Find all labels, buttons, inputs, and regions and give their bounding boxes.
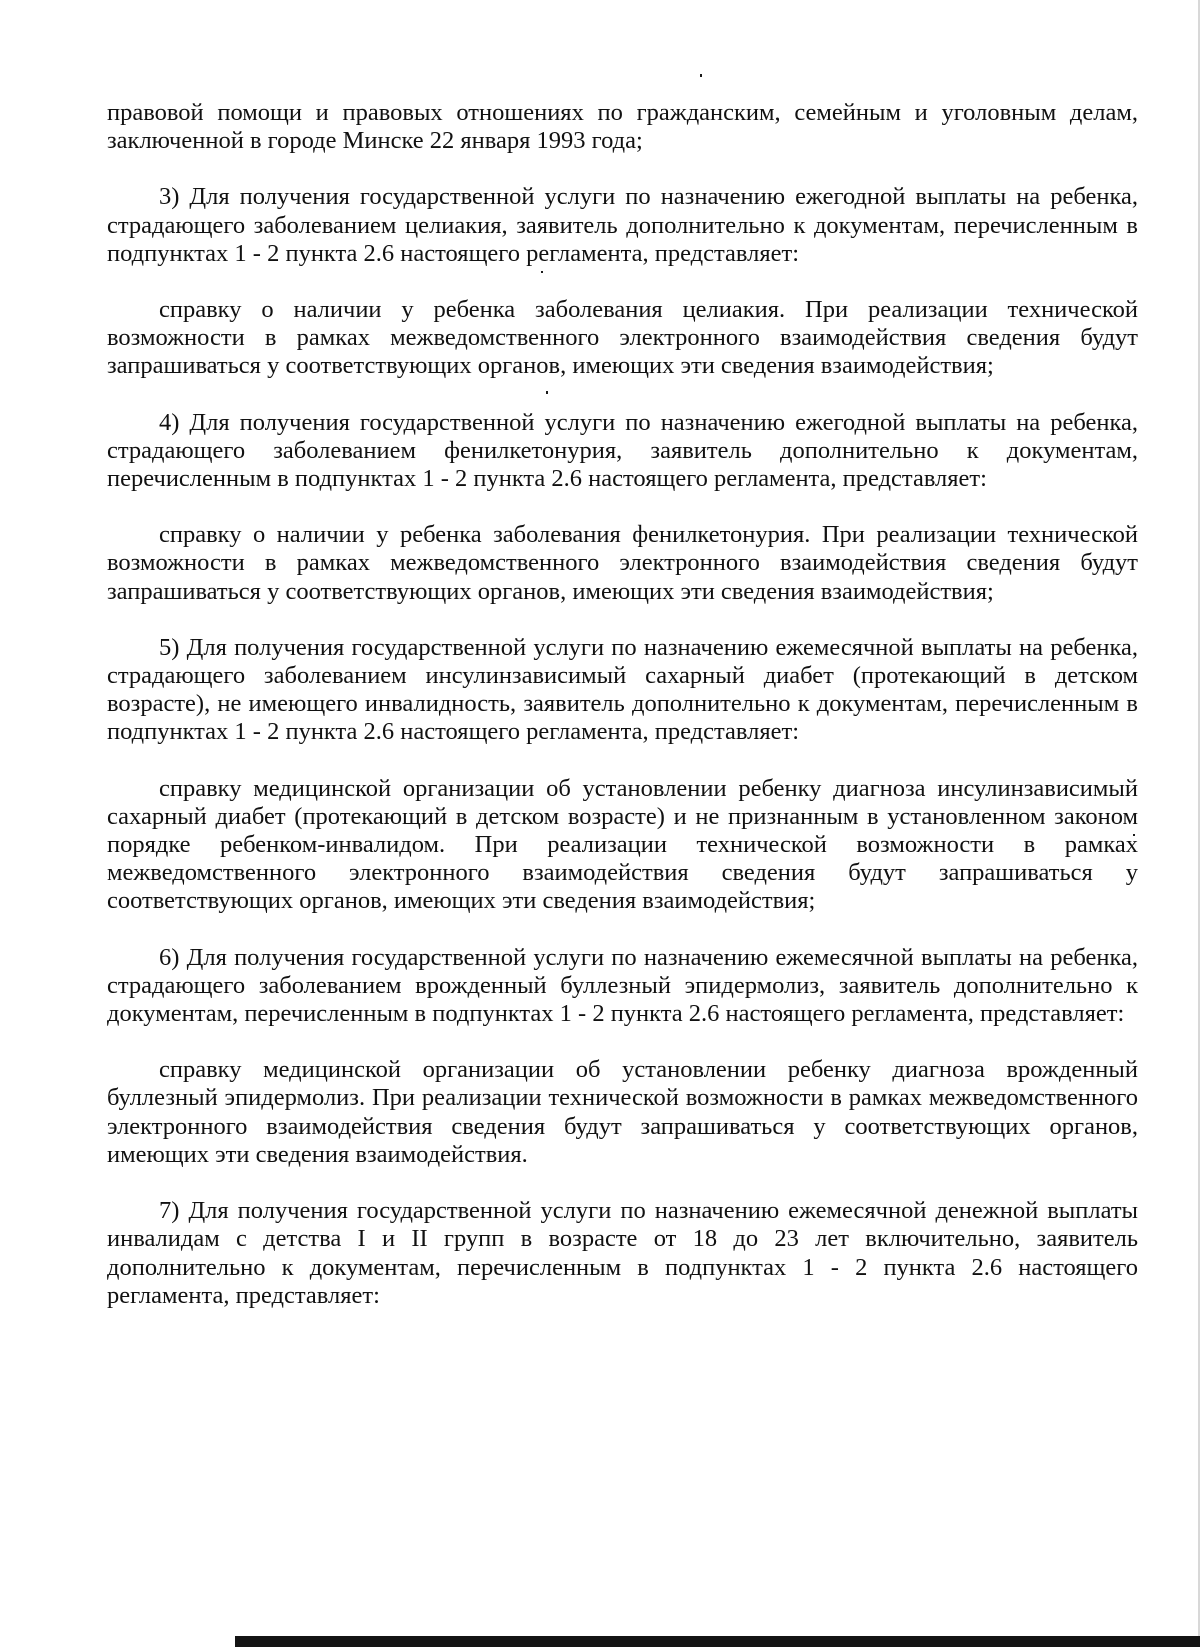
paragraph-item-5: 5) Для получения государственной услуги по назначению ежемесячной выплаты на ребенка, страдающего заболеванием инсулинзависимый сахарный диабет (протекающий в детском возрасте), не имеющего инвалидность, заявитель дополнительно к документам, перечисленным в подпунктах 1 - 2 пункта 2.6 настоящего регламента, представляет: xyxy=(107,633,1138,746)
document-page xyxy=(107,99,1138,1338)
scan-speck xyxy=(700,74,702,77)
paragraph-certificate-phenylketonuria: справку о наличии у ребенка заболевания фенилкетонурия. При реализации технической возможности в рамках межведомственного электронного взаимодействия сведения будут запрашиваться у соответствующих органов, имеющих эти сведения взаимодействия; xyxy=(107,521,1138,605)
scan-bottom-edge xyxy=(235,1636,1200,1647)
paragraph-continuation: правовой помощи и правовых отношениях по гражданским, семейным и уголовным делам, заключенной в городе Минске 22 января 1993 года; xyxy=(107,99,1138,155)
paragraph-item-7: 7) Для получения государственной услуги по назначению ежемесячной денежной выплаты инвалидам с детства I и II групп в возрасте от 18 до 23 лет включительно, заявитель дополнительно к документам, перечисленным в подпунктах 1 - 2 пункта 2.6 настоящего регламента, представляет: xyxy=(107,1197,1138,1309)
paragraph-certificate-diabetes: справку медицинской организации об установлении ребенку диагноза инсулинзависимый сахарный диабет (протекающий в детском возрасте) и не признанным в установленном законом порядке ребенком-инвалидом. При реализации технической возможности в рамках межведомственного электронного взаимодействия сведения будут запрашиваться у соответствующих органов, имеющих эти сведения взаимодействия; xyxy=(107,774,1138,915)
paragraph-certificate-celiac: справку о наличии у ребенка заболевания целиакия. При реализации технической возможности в рамках межведомственного электронного взаимодействия сведения будут запрашиваться у соответствующих органов, имеющих эти сведения взаимодействия; xyxy=(107,296,1138,380)
paragraph-certificate-epidermolysis: справку медицинской организации об установлении ребенку диагноза врожденный буллезный эпидермолиз. При реализации технической возможности в рамках межведомственного электронного взаимодействия сведения будут запрашиваться у соответствующих органов, имеющих эти сведения взаимодействия. xyxy=(107,1056,1138,1168)
paragraph-item-6: 6) Для получения государственной услуги по назначению ежемесячной выплаты на ребенка, страдающего заболеванием врожденный буллезный эпидермолиз, заявитель дополнительно к документам, перечисленным в подпунктах 1 - 2 пункта 2.6 настоящего регламента, представляет: xyxy=(107,943,1138,1028)
paragraph-item-4: 4) Для получения государственной услуги по назначению ежегодной выплаты на ребенка, страдающего заболеванием фенилкетонурия, заявитель дополнительно к документам, перечисленным в подпунктах 1 - 2 пункта 2.6 настоящего регламента, представляет: xyxy=(107,408,1138,493)
paragraph-item-3: 3) Для получения государственной услуги по назначению ежегодной выплаты на ребенка, страдающего заболеванием целиакия, заявитель дополнительно к документам, перечисленным в подпунктах 1 - 2 пункта 2.6 настоящего регламента, представляет: xyxy=(107,183,1138,267)
